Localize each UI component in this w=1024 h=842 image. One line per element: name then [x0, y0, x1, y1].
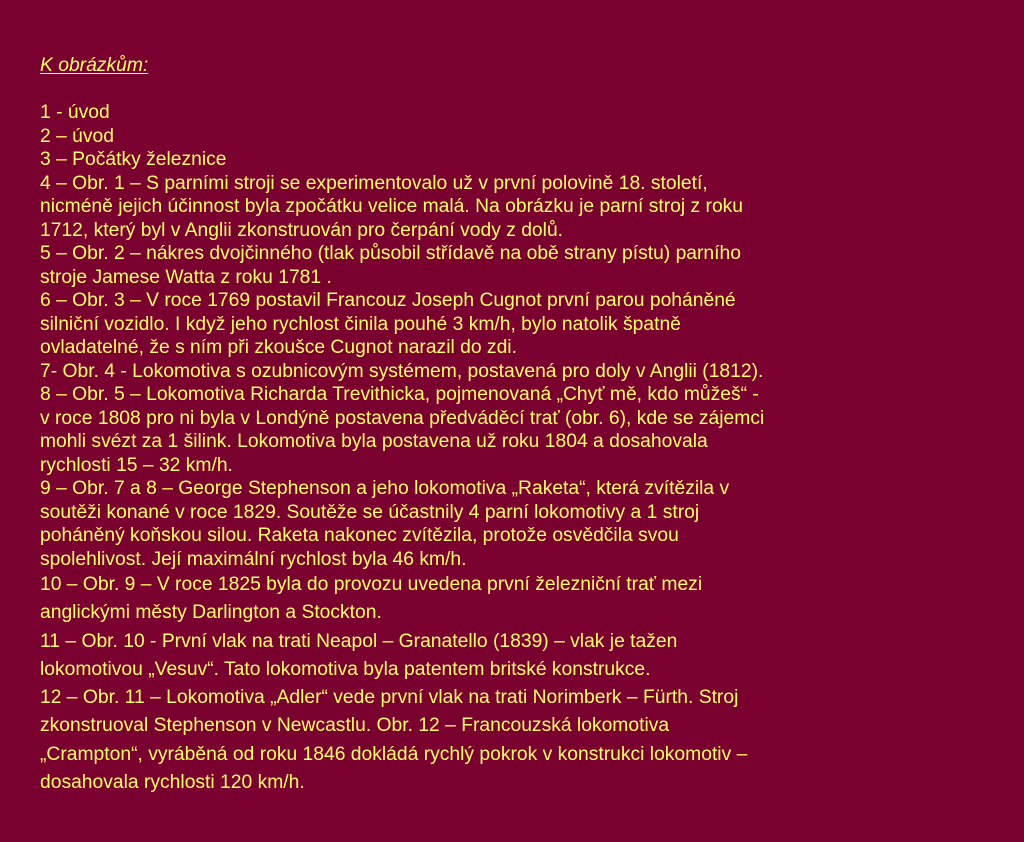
- note-item-8: 8 – Obr. 5 – Lokomotiva Richarda Trevithicka, pojmenovaná „Chyť mě, kdo můžeš“ - v roce 1808 pro ni byla v Londýně postavena předváděcí trať (obr. 6), kde se zájemci mohli svézt za 1 šilink. Lokomotiva byla postavena už roku 1804 a dosahovala rychlosti 15 – 32 km/h.: [40, 384, 765, 476]
- blank-line: [40, 78, 990, 102]
- note-item-5: 5 – Obr. 2 – nákres dvojčinného (tlak působil střídavě na obě strany pístu) parního stroje Jamese Watta z roku 1781 .: [40, 243, 741, 288]
- note-item-10: 10 – Obr. 9 – V roce 1825 byla do provozu uvedena první železniční trať mezi anglickými městy Darlington a Stockton.: [40, 574, 703, 624]
- note-item-2: 2 – úvod: [40, 125, 114, 147]
- note-item-9: 9 – Obr. 7 a 8 – George Stephenson a jeho lokomotiva „Raketa“, která zvítězila v soutěži konané v roce 1829. Soutěže se účastnily 4 parní lokomotivy a 1 stroj poháněný koňskou silou. Raketa nakonec zvítězila, protože osvědčila svou spolehlivost. Její maximální rychlost byla 46 km/h.: [40, 478, 730, 570]
- notes-text-block: [40, 54, 990, 797]
- note-item-3: 3 – Počátky železnice: [40, 149, 227, 170]
- note-item-12: 12 – Obr. 11 – Lokomotiva „Adler“ vede první vlak na trati Norimberk – Fürth. Stroj zkonstruoval Stephenson v Newcastlu. Obr. 12 – Francouzská lokomotiva „Crampton“, vyráběná od roku 1846 dokládá rychlý pokrok v konstrukci lokomotiv – dosahovala rychlosti 120 km/h.: [40, 687, 748, 794]
- notes-heading: K obrázkům:: [40, 55, 149, 76]
- note-item-7: 7- Obr. 4 - Lokomotiva s ozubnicovým systémem, postavená pro doly v Anglii (1812).: [40, 360, 764, 382]
- note-item-4: 4 – Obr. 1 – S parními stroji se experimentovalo už v první polovině 18. století, nicméně jejich účinnost byla zpočátku velice malá. Na obrázku je parní stroj z roku 1712, který byl v Anglii zkonstruován pro čerpání vody z dolů.: [40, 172, 744, 241]
- note-item-11: 11 – Obr. 10 - První vlak na trati Neapol – Granatello (1839) – vlak je tažen lokomotivou „Vesuv“. Tato lokomotiva byla patentem britské konstrukce.: [40, 630, 678, 680]
- note-item-6: 6 – Obr. 3 – V roce 1769 postavil Francouz Joseph Cugnot první parou poháněné silniční vozidlo. I když jeho rychlost činila pouhé 3 km/h, bylo natolik špatně ovladatelné, že s ním při zkoušce Cugnot narazil do zdi.: [40, 290, 736, 358]
- note-item-1: 1 - úvod: [40, 102, 110, 123]
